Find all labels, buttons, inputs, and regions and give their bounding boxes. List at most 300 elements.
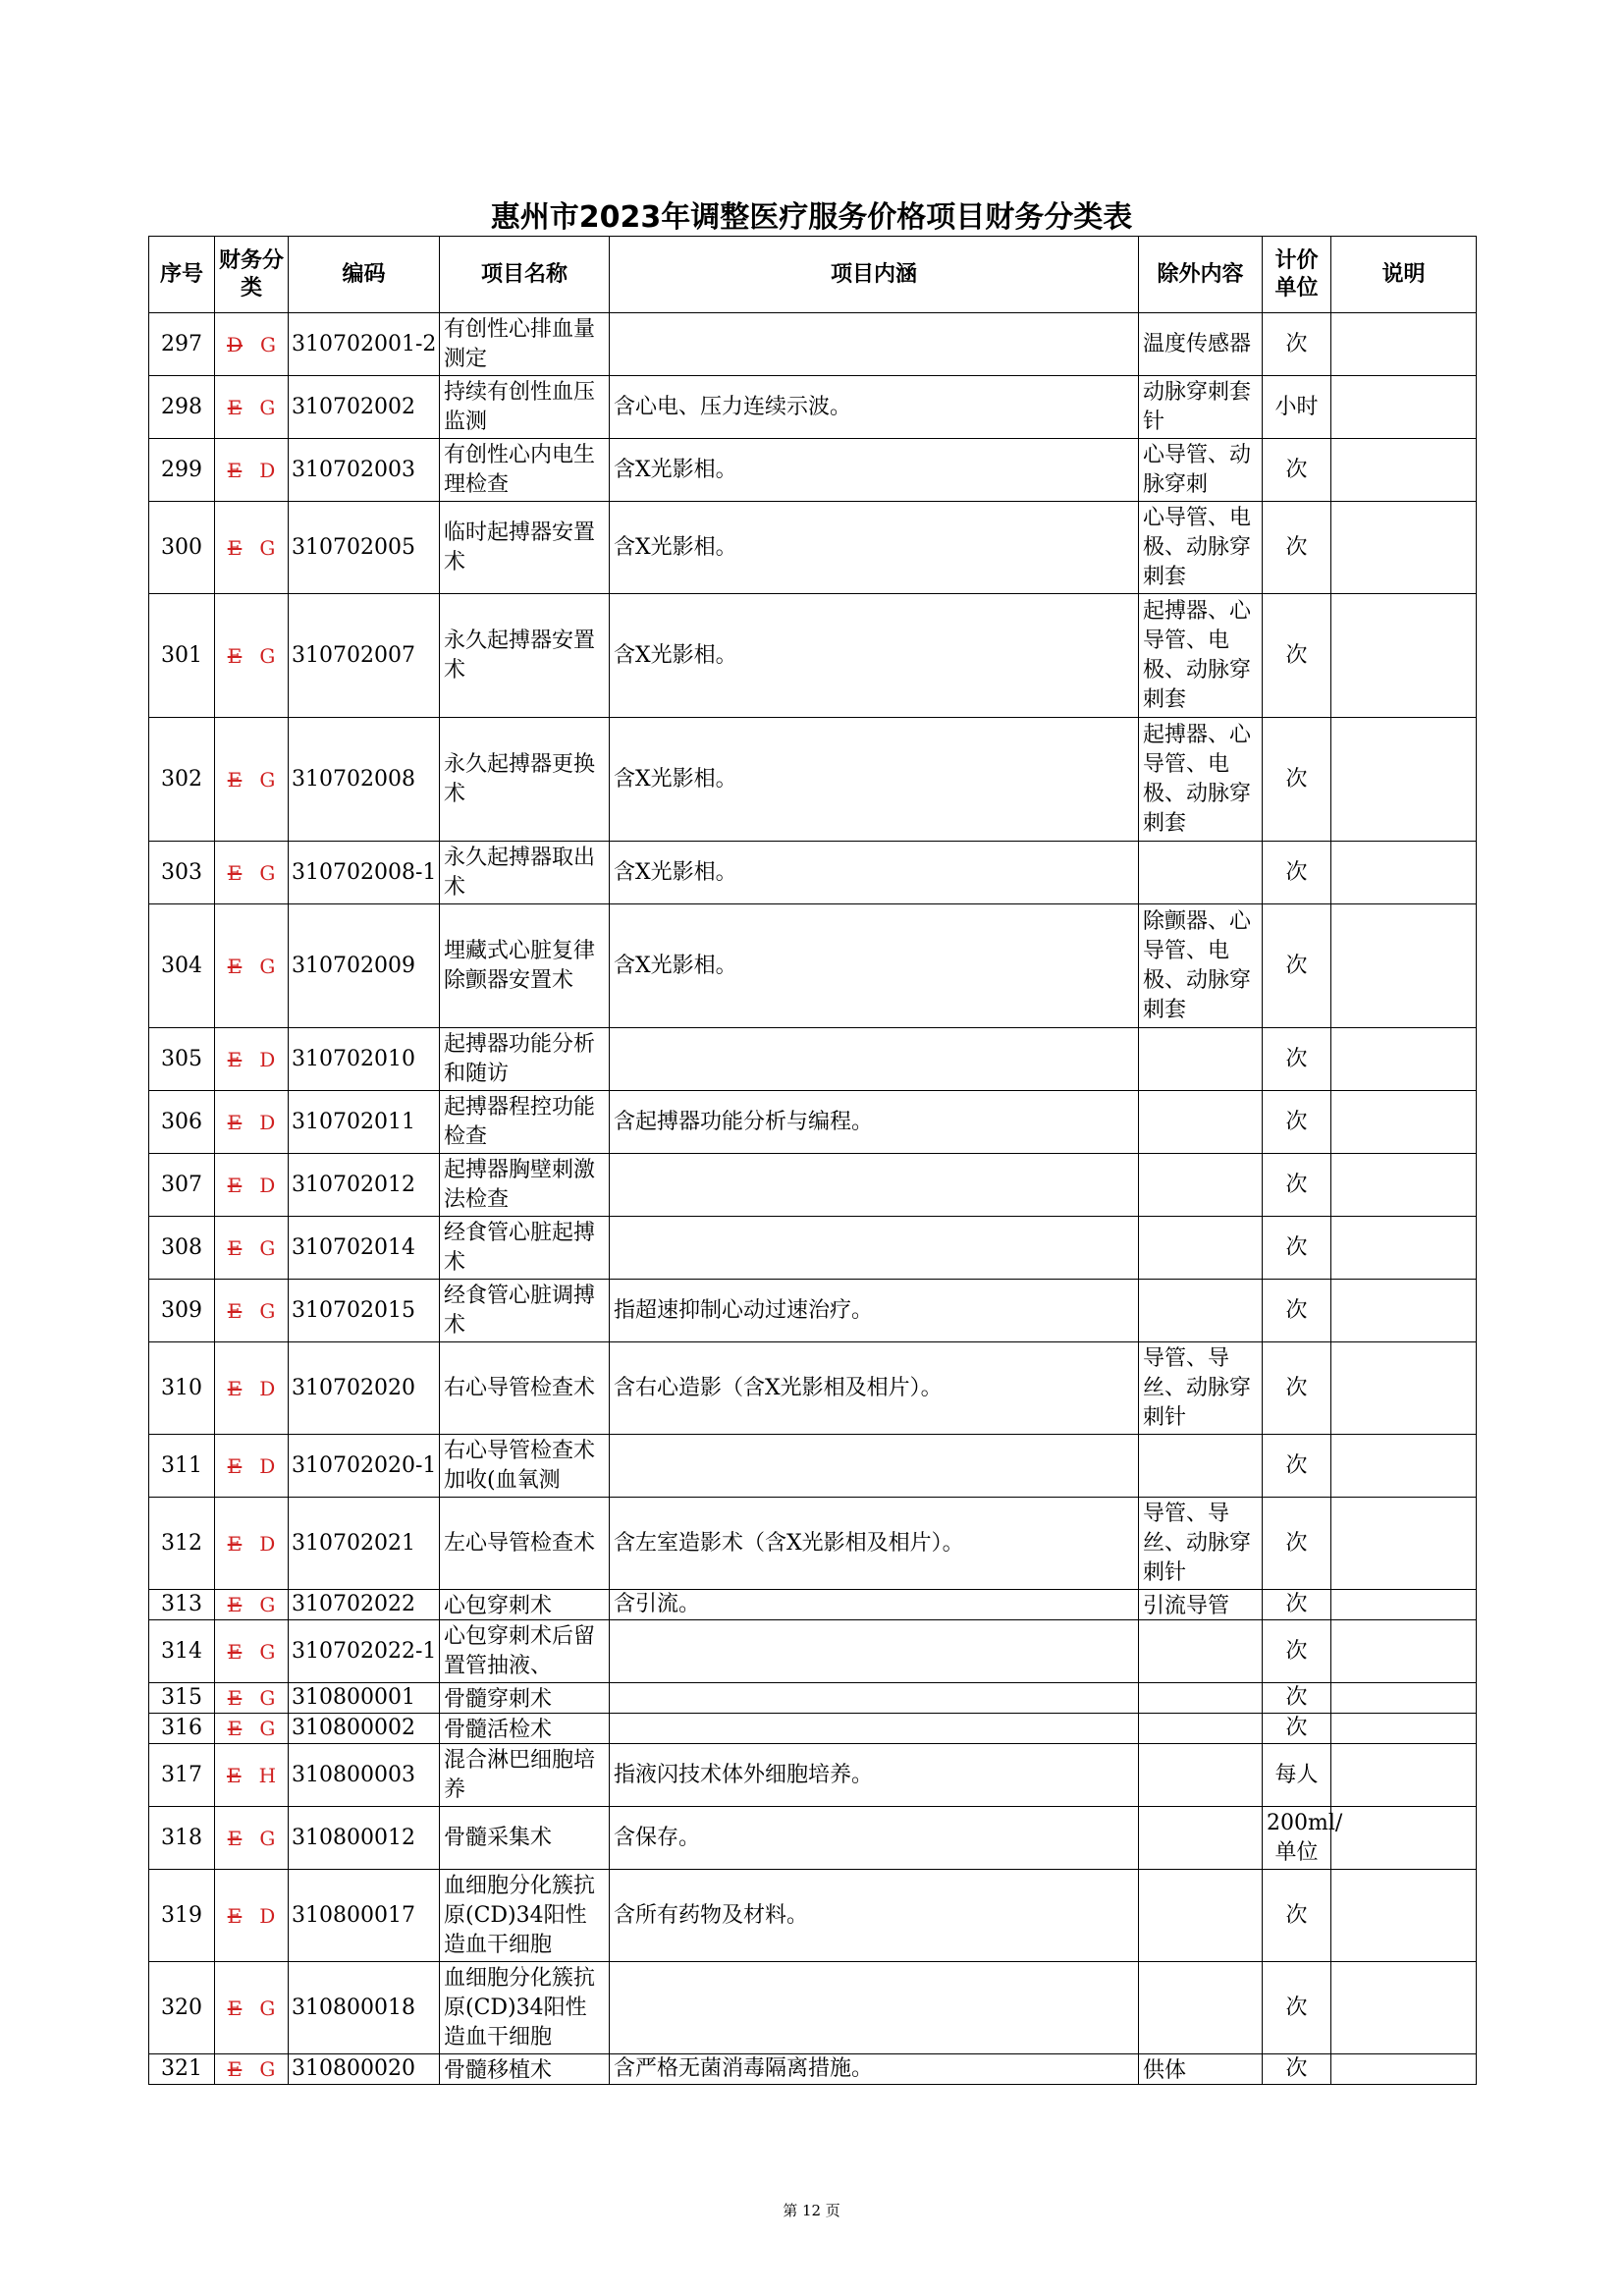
row-note [1331,376,1477,439]
old-category-mark: E [227,1826,243,1850]
row-excluded-text: 心导管、电极、动脉穿刺套 [1143,505,1252,589]
row-name-text: 埋藏式心脏复律除颤器安置术 [444,938,596,993]
row-seq: 312 [149,1498,215,1590]
row-unit: 次 [1263,904,1331,1028]
row-name-text: 心包穿刺术 [444,1594,553,1618]
row-excluded [1139,1498,1263,1590]
new-category-mark: G [259,1593,276,1616]
old-category-mark: E [227,458,243,482]
row-excluded [1139,718,1263,842]
row-unit: 次 [1263,1498,1331,1590]
row-name [440,904,610,1028]
row-name-text: 混合淋巴细胞培养 [444,1747,596,1802]
row-seq: 301 [149,594,215,718]
row-excluded [1139,439,1263,502]
row-content: 含心电、压力连续示波。 [610,376,1139,439]
old-category-mark: E [227,1903,243,1928]
row-content [610,1962,1139,2054]
row-unit: 次 [1263,1217,1331,1280]
row-category [215,1498,289,1590]
row-note [1331,1870,1477,1962]
page-number: 第 12 页 [783,2202,840,2219]
table-row [149,1435,1477,1498]
row-category [215,376,289,439]
row-excluded-text: 导管、导丝、动脉穿刺针 [1143,1345,1252,1430]
row-excluded [1139,502,1263,594]
row-content: 含保存。 [610,1807,1139,1870]
row-name [440,1744,610,1807]
new-category-mark: D [259,1531,276,1556]
row-category [215,842,289,904]
table-row [149,1280,1477,1342]
row-content [610,1028,1139,1091]
row-name-text: 骨髓移植术 [444,2058,553,2083]
row-seq: 317 [149,1744,215,1807]
new-category-mark: G [259,1686,276,1710]
row-excluded [1139,1744,1263,1807]
new-category-mark: H [258,1763,277,1787]
new-category-mark: G [259,643,276,668]
row-unit: 次 [1263,1714,1331,1744]
row-name [440,1620,610,1683]
table-row [149,718,1477,842]
new-category-mark: D [259,458,276,482]
row-name [440,1217,610,1280]
row-seq: 319 [149,1870,215,1962]
row-note [1331,313,1477,376]
row-excluded [1139,1091,1263,1154]
new-category-mark: G [259,1235,276,1260]
row-name-text: 心包穿刺术后留置管抽液、 [444,1623,596,1678]
row-name-text: 骨髓穿刺术 [444,1687,553,1712]
table-row [149,1154,1477,1217]
row-excluded-text: 温度传感器 [1143,331,1252,356]
row-unit: 次 [1263,1590,1331,1620]
new-category-mark: D [259,1173,276,1197]
old-category-mark: E [227,1173,243,1197]
row-category [215,904,289,1028]
row-excluded [1139,1683,1263,1714]
row-name [440,1280,610,1342]
row-excluded [1139,1962,1263,2054]
row-seq: 298 [149,376,215,439]
row-seq: 306 [149,1091,215,1154]
old-category-mark: E [227,1717,243,1740]
row-name [440,1028,610,1091]
row-name [440,1435,610,1498]
row-unit: 次 [1263,1870,1331,1962]
row-note [1331,1342,1477,1435]
row-excluded [1139,1028,1263,1091]
new-category-mark: D [259,1047,276,1071]
old-category-mark: E [227,1686,243,1710]
row-content: 含X光影相。 [610,718,1139,842]
row-category [215,1683,289,1714]
row-name [440,2054,610,2085]
new-category-mark: G [259,395,276,419]
row-name-text: 骨髓采集术 [444,1825,553,1850]
row-note [1331,1620,1477,1683]
row-name [440,718,610,842]
new-category-mark: G [259,2057,276,2081]
row-name-text: 起搏器功能分析和随访 [444,1031,596,1086]
old-category-mark: D [226,332,243,356]
row-seq: 304 [149,904,215,1028]
row-code: 310702009 [289,904,440,1028]
row-code: 310800003 [289,1744,440,1807]
row-category [215,718,289,842]
row-code: 310800017 [289,1870,440,1962]
row-seq: 305 [149,1028,215,1091]
header-name: 项目名称 [440,237,610,313]
row-excluded [1139,1870,1263,1962]
row-excluded-text: 起搏器、心导管、电极、动脉穿刺套 [1143,722,1252,836]
row-code: 310702022-1 [289,1620,440,1683]
row-content [610,1435,1139,1498]
row-code: 310702001-2 [289,313,440,376]
row-unit: 小时 [1263,376,1331,439]
row-content [610,313,1139,376]
row-unit: 每人 [1263,1744,1331,1807]
header-excluded: 除外内容 [1139,237,1263,313]
row-note [1331,1744,1477,1807]
row-note [1331,1217,1477,1280]
row-unit: 次 [1263,1962,1331,2054]
row-note [1331,718,1477,842]
header-seq: 序号 [149,237,215,313]
row-name-text: 血细胞分化簇抗原(CD)34阳性造血干细胞 [444,1873,596,1957]
row-code: 310702003 [289,439,440,502]
row-excluded [1139,1280,1263,1342]
new-category-mark: D [259,1453,276,1478]
row-unit: 次 [1263,1435,1331,1498]
row-unit: 200ml/单位 [1263,1807,1331,1870]
row-name [440,594,610,718]
row-unit: 次 [1263,502,1331,594]
old-category-mark: E [227,643,243,668]
row-name [440,1962,610,2054]
row-code: 310702015 [289,1280,440,1342]
table-body [149,313,1477,2085]
row-seq: 303 [149,842,215,904]
row-unit: 次 [1263,842,1331,904]
row-name [440,1807,610,1870]
row-name [440,313,610,376]
row-content: 含X光影相。 [610,439,1139,502]
row-name-text: 左心导管检查术 [444,1530,596,1556]
row-note [1331,1154,1477,1217]
row-seq: 308 [149,1217,215,1280]
row-category [215,1091,289,1154]
row-code: 310702020-1 [289,1435,440,1498]
row-content: 含X光影相。 [610,502,1139,594]
table-row [149,1590,1477,1620]
row-seq: 299 [149,439,215,502]
row-excluded-text: 供体 [1143,2058,1187,2083]
old-category-mark: E [226,1763,242,1787]
row-code: 310702020 [289,1342,440,1435]
row-excluded [1139,1620,1263,1683]
row-note [1331,1683,1477,1714]
row-note [1331,1714,1477,1744]
row-code: 310800018 [289,1962,440,2054]
row-category [215,1217,289,1280]
row-name-text: 有创性心排血量测定 [444,316,596,371]
row-name-text: 经食管心脏起搏术 [444,1220,596,1275]
old-category-mark: E [227,1110,243,1134]
old-category-mark: E [227,1298,243,1323]
row-category [215,439,289,502]
row-code: 310702002 [289,376,440,439]
old-category-mark: E [227,767,243,792]
row-seq: 321 [149,2054,215,2085]
row-note [1331,904,1477,1028]
row-name [440,1683,610,1714]
new-category-mark: G [259,1298,276,1323]
row-name-text: 经食管心脏调搏术 [444,1283,596,1338]
row-name-text: 有创性心内电生理检查 [444,442,596,497]
old-category-mark: E [227,1639,243,1664]
row-unit: 次 [1263,1154,1331,1217]
table-row [149,1683,1477,1714]
row-note [1331,1091,1477,1154]
row-name [440,1498,610,1590]
table-header-row [149,237,1477,313]
row-unit: 次 [1263,2054,1331,2085]
row-name-text: 右心导管检查术 [444,1375,596,1400]
row-code: 310800001 [289,1683,440,1714]
old-category-mark: E [227,2057,243,2081]
old-category-mark: E [227,954,243,978]
row-excluded [1139,1217,1263,1280]
row-seq: 297 [149,313,215,376]
row-unit: 次 [1263,1683,1331,1714]
row-content [610,1154,1139,1217]
row-note [1331,1498,1477,1590]
old-category-mark: E [227,535,243,560]
row-code: 310702012 [289,1154,440,1217]
row-code: 310702007 [289,594,440,718]
row-category [215,1870,289,1962]
row-category [215,1714,289,1744]
new-category-mark: G [259,860,276,885]
new-category-mark: G [259,1995,276,2020]
row-seq: 313 [149,1590,215,1620]
row-name [440,376,610,439]
row-excluded [1139,842,1263,904]
row-name-text: 骨髓活检术 [444,1718,553,1742]
row-name [440,1342,610,1435]
row-name-text: 右心导管检查术加收(血氧测 [444,1438,596,1493]
row-code: 310702011 [289,1091,440,1154]
row-name-text: 永久起搏器取出术 [444,845,596,900]
old-category-mark: E [227,860,243,885]
row-seq: 315 [149,1683,215,1714]
row-note [1331,502,1477,594]
table-row [149,904,1477,1028]
new-category-mark: D [259,1903,276,1928]
row-unit: 次 [1263,1280,1331,1342]
old-category-mark: E [227,395,243,419]
new-category-mark: G [259,535,276,560]
row-excluded-text: 动脉穿刺套针 [1143,379,1252,434]
row-content: 含起搏器功能分析与编程。 [610,1091,1139,1154]
row-code: 310800002 [289,1714,440,1744]
table-row [149,1620,1477,1683]
table-row [149,1744,1477,1807]
row-category [215,594,289,718]
row-code: 310702021 [289,1498,440,1590]
new-category-mark: D [259,1110,276,1134]
row-category [215,1807,289,1870]
row-excluded [1139,313,1263,376]
row-name [440,1714,610,1744]
old-category-mark: E [227,1995,243,2020]
row-name [440,1091,610,1154]
row-content: 指液闪技术体外细胞培养。 [610,1744,1139,1807]
row-unit: 次 [1263,718,1331,842]
row-content: 含右心造影（含X光影相及相片）。 [610,1342,1139,1435]
row-category [215,2054,289,2085]
row-unit: 次 [1263,1620,1331,1683]
row-note [1331,1435,1477,1498]
row-name [440,842,610,904]
table-row [149,1962,1477,2054]
row-category [215,313,289,376]
row-excluded [1139,1590,1263,1620]
old-category-mark: E [227,1235,243,1260]
table-row [149,1714,1477,1744]
row-seq: 311 [149,1435,215,1498]
table-row [149,313,1477,376]
row-excluded [1139,376,1263,439]
row-note [1331,1280,1477,1342]
row-category [215,1590,289,1620]
row-excluded [1139,1807,1263,1870]
table-row [149,1342,1477,1435]
old-category-mark: E [227,1453,243,1478]
table-row [149,1807,1477,1870]
row-content: 含所有药物及材料。 [610,1870,1139,1962]
row-category [215,1435,289,1498]
new-category-mark: G [259,1717,276,1740]
row-name-text: 起搏器程控功能检查 [444,1094,596,1149]
row-code: 310702022 [289,1590,440,1620]
row-excluded-text: 导管、导丝、动脉穿刺针 [1143,1501,1252,1585]
table-row [149,1498,1477,1590]
row-content: 含严格无菌消毒隔离措施。 [610,2054,1139,2085]
row-name [440,1870,610,1962]
row-content [610,1714,1139,1744]
row-note [1331,1028,1477,1091]
row-code: 310702008 [289,718,440,842]
row-unit: 次 [1263,1028,1331,1091]
header-unit: 计价单位 [1263,237,1331,313]
row-category [215,1154,289,1217]
row-code: 310702008-1 [289,842,440,904]
table-row [149,439,1477,502]
row-note [1331,1962,1477,2054]
table-row [149,376,1477,439]
row-seq: 302 [149,718,215,842]
row-unit: 次 [1263,594,1331,718]
row-content: 含左室造影术（含X光影相及相片）。 [610,1498,1139,1590]
table-row [149,842,1477,904]
row-seq: 300 [149,502,215,594]
row-code: 310800020 [289,2054,440,2085]
row-excluded [1139,1714,1263,1744]
table-row [149,1091,1477,1154]
old-category-mark: E [227,1376,243,1400]
new-category-mark: G [259,954,276,978]
row-code: 310702010 [289,1028,440,1091]
row-excluded [1139,2054,1263,2085]
row-seq: 310 [149,1342,215,1435]
row-excluded-text: 引流导管 [1143,1594,1230,1618]
row-code: 310800012 [289,1807,440,1870]
row-category [215,1028,289,1091]
row-excluded-text: 心导管、动脉穿刺 [1143,442,1252,497]
row-code: 310702014 [289,1217,440,1280]
row-excluded-text: 起搏器、心导管、电极、动脉穿刺套 [1143,598,1252,712]
header-content: 项目内涵 [610,237,1139,313]
row-name-text: 临时起搏器安置术 [444,519,596,574]
row-note [1331,1590,1477,1620]
row-unit: 次 [1263,1342,1331,1435]
row-content: 含X光影相。 [610,842,1139,904]
row-name-text: 永久起搏器安置术 [444,628,596,683]
row-note [1331,1807,1477,1870]
row-name [440,1154,610,1217]
row-name [440,439,610,502]
row-code: 310702005 [289,502,440,594]
table-row [149,1870,1477,1962]
row-content: 含引流。 [610,1590,1139,1620]
row-unit: 次 [1263,439,1331,502]
header-code: 编码 [289,237,440,313]
row-name-text: 血细胞分化簇抗原(CD)34阳性造血干细胞 [444,1965,596,2050]
old-category-mark: E [227,1047,243,1071]
row-seq: 307 [149,1154,215,1217]
row-excluded [1139,904,1263,1028]
old-category-mark: E [227,1593,243,1616]
row-content: 含X光影相。 [610,904,1139,1028]
row-seq: 318 [149,1807,215,1870]
row-category [215,502,289,594]
row-category [215,1620,289,1683]
new-category-mark: G [260,332,277,356]
new-category-mark: G [259,767,276,792]
row-note [1331,439,1477,502]
row-note [1331,594,1477,718]
row-seq: 316 [149,1714,215,1744]
row-name-text: 持续有创性血压监测 [444,379,596,434]
row-content: 含X光影相。 [610,594,1139,718]
new-category-mark: D [259,1376,276,1400]
table-row [149,502,1477,594]
page-title: 惠州市2023年调整医疗服务价格项目财务分类表 [490,200,1133,235]
row-category [215,1744,289,1807]
row-category [215,1962,289,2054]
row-name-text: 起搏器胸壁刺激法检查 [444,1157,596,1212]
table-row [149,2054,1477,2085]
row-excluded-text: 除颤器、心导管、电极、动脉穿刺套 [1143,908,1252,1022]
header-note: 说明 [1331,237,1477,313]
price-classification-table [148,236,1477,2085]
row-seq: 309 [149,1280,215,1342]
header-category: 财务分类 [215,237,289,313]
row-seq: 320 [149,1962,215,2054]
